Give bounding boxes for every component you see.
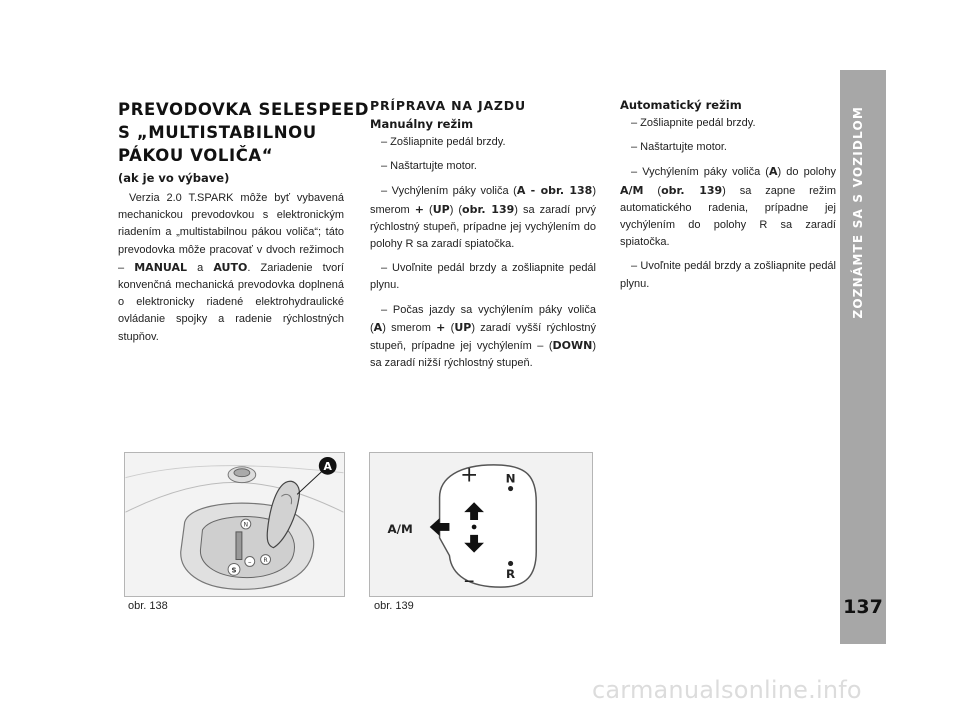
gate-n-label: N: [243, 522, 249, 529]
heading-line-3: PÁKOU VOLIČA“: [118, 146, 274, 165]
manual-step-1: – Zošliapnite pedál brzdy.: [381, 136, 506, 148]
heading-line-1: PREVODOVKA SELESPEED: [118, 100, 370, 119]
manual-step-2: – Naštartujte motor.: [381, 160, 477, 173]
section-heading: [118, 98, 370, 167]
auto-step-4: – Uvoľnite pedál brzdy a zošliapnite pedál plynu.: [620, 260, 836, 290]
auto-step-2: – Naštartujte motor.: [631, 141, 727, 154]
watermark: carmanualsonline.info: [592, 676, 862, 704]
gate-r-label: R: [263, 557, 268, 564]
chapter-title-vertical: [851, 106, 875, 366]
heading-line-2: S „MULTISTABILNOU: [118, 123, 317, 142]
gate-minus-label: –: [248, 557, 252, 566]
manual-step-3: – Vychýlením páky voliča (A - obr. 138) smerom + (UP) (obr. 139) sa zaradí prvý rýchlostný stupeň, prípadne jej vychýlením do polohy R sa zaradí spiatočka.: [370, 184, 597, 251]
figure-139-caption: obr. 139: [374, 600, 414, 612]
manual-step-5: – Počas jazdy sa vychýlením páky voliča (A) smerom + (UP) zaradí vyšší rýchlostný stupeň, prípadne jej vychýlením – (DOWN) sa zaradí nižší rýchlostný stupeň.: [370, 303, 596, 370]
gear-lever-illustration: [125, 453, 344, 596]
mode-manual: MANUAL: [134, 260, 188, 274]
minus-symbol: –: [463, 568, 475, 594]
figure-138-caption: obr. 138: [128, 600, 168, 612]
column-middle: [370, 98, 596, 379]
chapter-title: ZOZNÁMTE SA S VOZIDLOM: [851, 106, 865, 319]
mode-auto: AUTO: [213, 260, 248, 274]
figure-139-shift-pattern: [369, 452, 593, 597]
auto-mode-heading: Automatický režim: [620, 98, 742, 112]
gate-s-label: S: [231, 566, 237, 575]
figure-138-gear-lever: [124, 452, 345, 597]
auto-step-1: – Zošliapnite pedál brzdy.: [631, 117, 756, 129]
auto-step-3: – Vychýlením páky voliča (A) do polohy A/M (obr. 139) sa zapne režim automatického radenia, prípadne jej vychýlením do polohy R sa zaradí spiatočka.: [620, 165, 837, 249]
am-label: A/M: [387, 521, 413, 536]
column-left: [118, 98, 370, 353]
neutral-label: N: [505, 471, 516, 486]
intro-paragraph: Verzia 2.0 T.SPARK môže byť vybavená mechanickou prevodovkou s elektronickým riadením a „multistabilnou pákou voliča“; táto prevodovka môže pracovať v dvoch režimoch – MANUAL a AUTO. Zariadenie tvorí konvenčná mechanická prevodovka doplnená o elektronicky riadené elektrohydraulické ovládanie spojky a radenie rýchlostných stupňov.: [118, 192, 344, 343]
preparation-heading: PRÍPRAVA NA JAZDU: [370, 98, 526, 113]
reverse-label: R: [506, 567, 516, 582]
page-number: 137: [843, 596, 883, 618]
shift-pattern-diagram: [370, 453, 592, 596]
manual-step-4: – Uvoľnite pedál brzdy a zošliapnite pedál plynu.: [370, 262, 596, 292]
availability-note: (ak je vo výbave): [118, 171, 230, 185]
manual-mode-heading: Manuálny režim: [370, 117, 474, 131]
plus-symbol: +: [460, 462, 479, 488]
column-right: [620, 98, 836, 300]
callout-a-label: A: [323, 459, 332, 473]
